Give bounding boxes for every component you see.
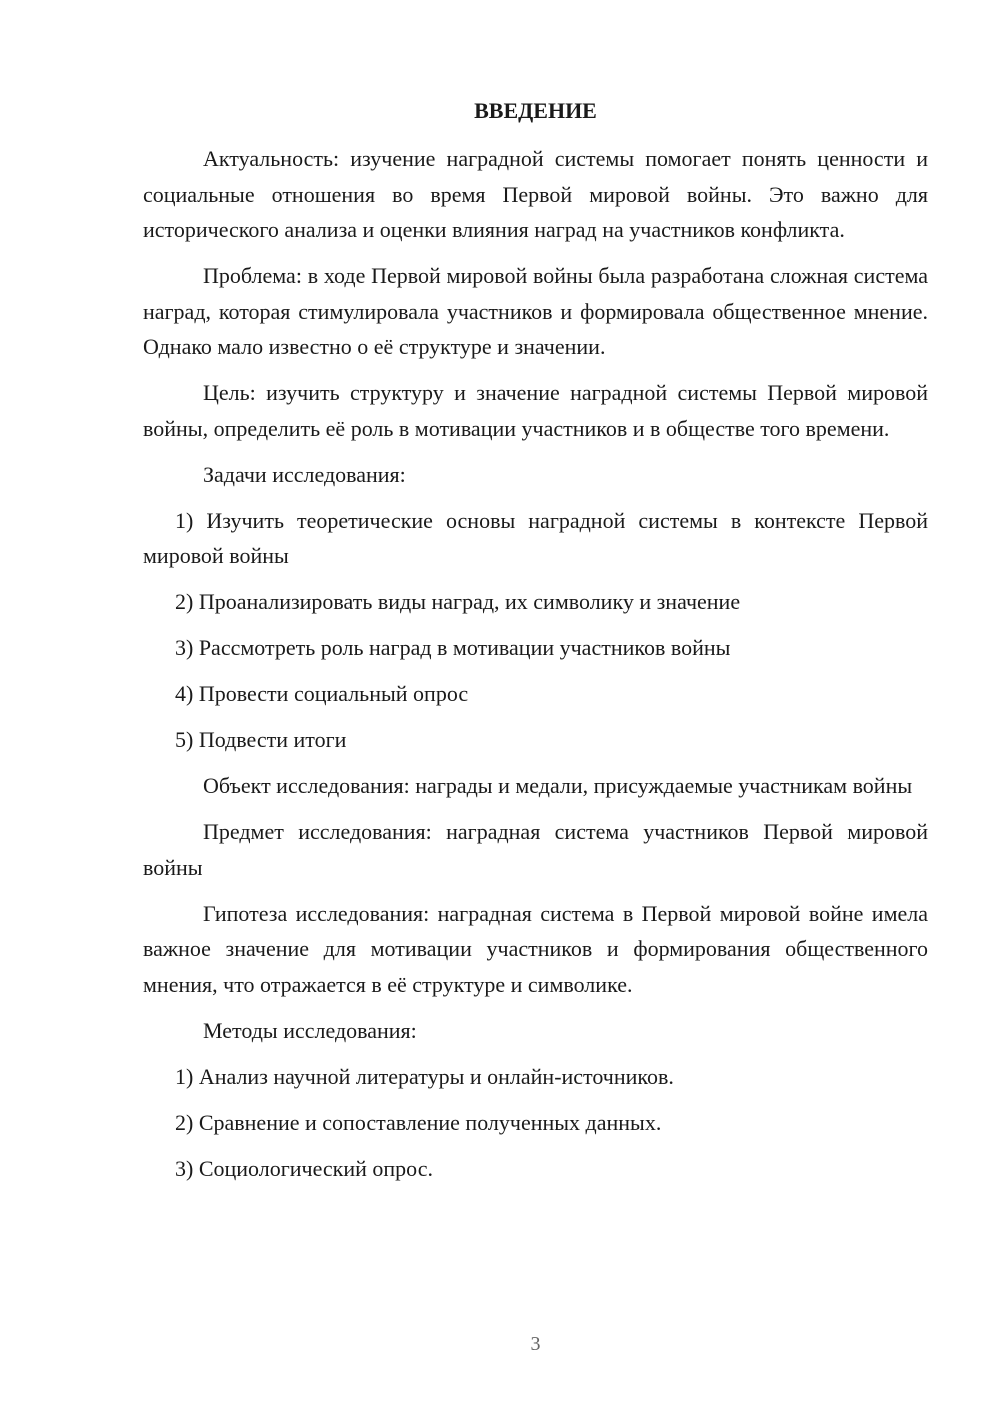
goal-paragraph: Цель: изучить структуру и значение наградной системы Первой мировой войны, определить её роль в мотивации участников и в обществе того времени. — [143, 380, 928, 441]
task-item-1: 1) Изучить теоретические основы наградной системы в контексте Первой мировой войны — [143, 507, 928, 568]
problem-paragraph: Проблема: в ходе Первой мировой войны была разработана сложная система наград, которая стимулировала участников и формировала общественное мнение. Однако мало известно о её структуре и значении. — [143, 263, 928, 359]
method-item-2: 2) Сравнение и сопоставление полученных данных. — [175, 1109, 662, 1135]
method-item-3: 3) Социологический опрос. — [175, 1155, 433, 1181]
page-number: 3 — [530, 1333, 541, 1355]
task-item-2: 2) Проанализировать виды наград, их символику и значение — [175, 589, 741, 614]
document-body — [143, 141, 928, 1197]
task-item-3: 3) Рассмотреть роль наград в мотивации участников войны — [175, 635, 731, 660]
page-title: ВВЕДЕНИЕ — [474, 98, 597, 123]
task-item-5: 5) Подвести итоги — [175, 727, 347, 752]
tasks-title: Задачи исследования: — [203, 461, 406, 487]
object-paragraph: Объект исследования: награды и медали, присуждаемые участникам войны — [203, 773, 913, 798]
relevance-paragraph: Актуальность: изучение наградной системы помогает понять ценности и социальные отношения во время Первой мировой войны. Это важно для исторического анализа и оценки влияния наград на участников конфликта. — [143, 146, 928, 242]
document-page — [143, 0, 928, 1414]
method-item-1: 1) Анализ научной литературы и онлайн-источников. — [175, 1063, 674, 1089]
methods-title: Методы исследования: — [203, 1017, 417, 1043]
task-item-4: 4) Провести социальный опрос — [175, 681, 469, 706]
subject-paragraph: Предмет исследования: наградная система участников Первой мировой войны — [143, 819, 928, 880]
hypothesis-paragraph: Гипотеза исследования: наградная система в Первой мировой войне имела важное значение для мотивации участников и формирования общественного мнения, что отражается в её структуре и символике. — [143, 900, 928, 997]
